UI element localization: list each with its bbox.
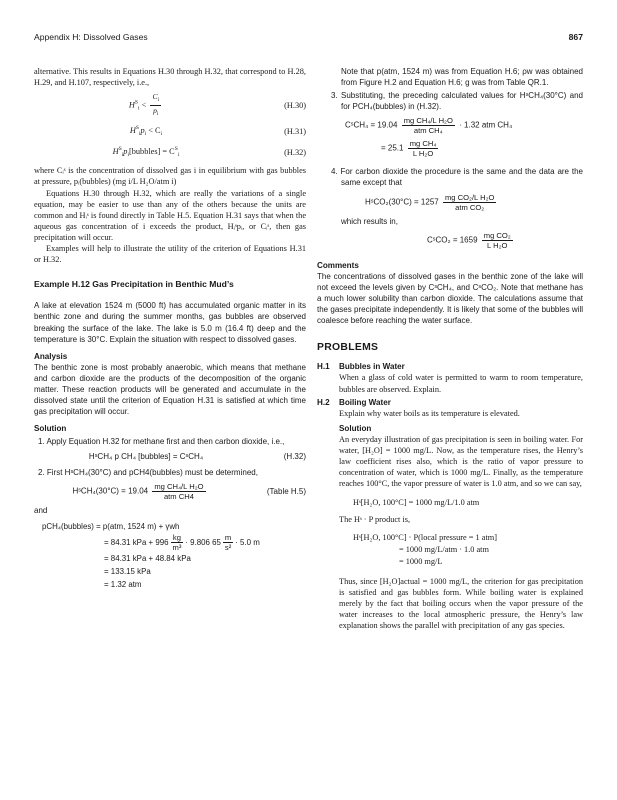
step1-equation-body: HˢCH₄ p CH₄ [bubbles] = CˢCH₄ bbox=[88, 452, 204, 462]
calc-depth: · 5.0 m bbox=[235, 537, 260, 547]
eq1-num: C bbox=[152, 92, 158, 102]
eq2-tail-sub: i bbox=[160, 131, 163, 138]
henry-water-equation: Hˢ[H₂O, 100°C] = 1000 mg/L/1.0 atm bbox=[353, 498, 480, 508]
example-title: Example H.12 Gas Precipitation in Benthic Mud’s bbox=[34, 279, 234, 290]
and-text: and bbox=[34, 505, 48, 515]
step-1: 1. Apply Equation H.32 for methane first and then carbon dioxide, i.e., bbox=[38, 437, 285, 447]
example-statement: A lake at elevation 1524 m (5000 ft) has accumulated organic matter in its benthic zone and during the summer months, gas bubbles are observed breaking the surface of the lake. The lake is 5.0 m (16.4 ft) deep and the temperature is 30°C. Explain the situation with respect to dissolved gases. bbox=[34, 301, 306, 344]
eq2-tag: (H.31) bbox=[284, 127, 306, 137]
left-column bbox=[34, 66, 306, 591]
eq2-sub: i bbox=[138, 131, 141, 138]
eq-r2-lhs: = 25.1 bbox=[381, 143, 404, 153]
hs-calc-line-1: Hˢ[H₂O, 100°C] · P(local pressure = 1 atm] bbox=[353, 532, 497, 542]
solution-heading: Solution bbox=[34, 424, 67, 434]
eq3-p: p bbox=[123, 147, 128, 157]
problems-heading: PROBLEMS bbox=[317, 342, 379, 354]
eq-r1-tail: · 1.32 atm CH₄ bbox=[459, 120, 513, 130]
step2-tag: (Table H.5) bbox=[266, 486, 306, 496]
eq3-h-sub: i bbox=[121, 152, 124, 159]
equation-h32 bbox=[34, 144, 306, 161]
step2-fraction bbox=[152, 482, 205, 501]
eq-r4-fraction bbox=[482, 231, 513, 250]
where-paragraph: where Cᵢˢ is the concentration of dissolved gas i in equilibrium with gas bubbles at pressure, pᵢ(bubbles) (mg i/L H₂O/atm i) bbox=[34, 166, 306, 187]
eq-r3-fraction bbox=[443, 193, 497, 212]
eq-r3-den: atm CO₂ bbox=[455, 202, 485, 212]
eq2-tail: < C bbox=[146, 126, 161, 136]
eq-r1-den: atm CH₄ bbox=[413, 126, 443, 136]
final-paragraph: Thus, since [H₂O]actual = 1000 mg/L, the criterion for gas precipitation is satisfied and gas bubbles form. While boiling water is explained merely by the fact that boiling occurs when the vapor pressure of the water increases to the local atmospheric pressure, the Henry’s law explanation shows the parallel with precipitation of any gas species. bbox=[339, 576, 583, 630]
eq-ch4-result bbox=[381, 139, 583, 158]
comments-text: The concentrations of dissolved gases in the benthic zone of the lake will not exceed the levels given by CˢCH₄, and CˢCO₂. Note that methane has a much lower solubility than carbon dioxide. The calculations assume that the gases precipitate independently. It is likely that some of the bubbles will coalesce before reaching the water surface. bbox=[317, 271, 583, 326]
eq3-c-sup: S bbox=[174, 146, 178, 153]
examples-paragraph: Examples will help to illustrate the utility of the criterion of Equations H.31 or H.32. bbox=[34, 244, 306, 265]
eq3-h: H bbox=[112, 147, 119, 157]
eq-r1-num: mg CH₄/L H₂O bbox=[403, 116, 453, 126]
eq-r2-fraction bbox=[408, 139, 439, 158]
step-3: 3. Substituting, the preceding calculated values for HˢCH₄(30°C) and for PCH₄(bubbles) in (H.32). bbox=[331, 91, 583, 112]
eq1-h-sup: S bbox=[134, 99, 139, 106]
eq-r2-num: mg CH₄ bbox=[409, 139, 437, 149]
eq1-den: p bbox=[153, 106, 157, 116]
problem-h1-text: When a glass of cold water is permitted to warm to room temperature, bubbles are observed. Explain. bbox=[339, 373, 583, 394]
eq2-sup: S bbox=[135, 125, 139, 132]
problem-h1-title: Bubbles in Water bbox=[339, 362, 405, 372]
calc-line-5: = 1.32 atm bbox=[104, 579, 142, 589]
calc-frac-accel bbox=[223, 533, 233, 552]
problem-h1-id: H.1 bbox=[317, 362, 330, 372]
step-2: 2. First HˢCH₄(30°C) and pCH4(bubbles) must be determined, bbox=[38, 467, 258, 477]
hs-calc-line-3: = 1000 mg/L bbox=[399, 556, 443, 566]
calc-frac-density bbox=[171, 533, 184, 552]
equations-paragraph: Equations H.30 through H.32, which are really the variations of a single equation, may be easier to use than any of the others because the units are common and Hᵢˢ is found directly in Table H.5. Equation H.31 says that when the aqueous gas concentration of i exceeds the product, Hᵢˢpᵢ, or Cᵢˢ, then gas precipitation will occur. bbox=[34, 188, 306, 242]
pressure-calculation bbox=[42, 520, 306, 591]
note-paragraph: Note that p(atm, 1524 m) was from Equation H.6; ρw was obtained from Figure H.2 and Equation H.6; g was from Table QR.1. bbox=[341, 67, 583, 88]
equation-h31 bbox=[34, 123, 306, 140]
eq3-rest: [bubbles] = C bbox=[129, 147, 175, 157]
problem-h2-id: H.2 bbox=[317, 397, 330, 407]
which-results-text: which results in, bbox=[341, 216, 398, 226]
problem-h2-text: Explain why water boils as its temperature is elevated. bbox=[339, 408, 520, 418]
eq-ch4-concentration bbox=[345, 116, 583, 135]
step1-equation-tag: (H.32) bbox=[283, 452, 306, 462]
equation-h30 bbox=[34, 92, 306, 119]
eq-r4-den: L H₂O bbox=[487, 240, 508, 250]
eq1-rel: < bbox=[141, 100, 147, 110]
eq-r4-num: mg CO₂ bbox=[483, 230, 511, 240]
step1-equation bbox=[34, 451, 306, 462]
eq-r3-num: mg CO₂/L H₂O bbox=[444, 192, 495, 202]
analysis-heading: Analysis bbox=[34, 351, 68, 361]
calc-gravity: · 9.806 65 bbox=[185, 537, 221, 547]
eq2-p-sub: i bbox=[144, 131, 147, 138]
step2-lhs: HˢCH₄(30°C) = 19.04 bbox=[72, 486, 149, 496]
eq1-den-sub: i bbox=[156, 111, 159, 118]
problem-h2-solution-heading: Solution bbox=[339, 423, 372, 433]
problem-h1 bbox=[317, 361, 583, 394]
eq1-h-sub: i bbox=[138, 105, 140, 112]
comments-heading: Comments bbox=[317, 260, 359, 270]
problem-h2 bbox=[317, 397, 583, 631]
chapter-title: Appendix H: Dissolved Gases bbox=[34, 32, 148, 42]
eq3-p-sub: i bbox=[127, 152, 129, 159]
running-header bbox=[34, 32, 583, 46]
eq-co2-henry bbox=[365, 193, 583, 212]
eq3-tag: (H.32) bbox=[284, 148, 306, 158]
eq-r4-lhs: CˢCO₂ = 1659 bbox=[427, 235, 478, 245]
step-4: 4. For carbon dioxide the procedure is the same and the data are the same except that bbox=[331, 167, 583, 188]
step2-num: mg CH₄/L H₂O bbox=[154, 481, 204, 491]
eq-r2-den: L H₂O bbox=[412, 149, 434, 159]
hs-product-text: The Hˢ · P product is, bbox=[339, 515, 411, 525]
calc-line-4: = 133.15 kPa bbox=[104, 566, 151, 576]
calc-frac2-den: s² bbox=[224, 542, 232, 552]
problem-h2-title: Boiling Water bbox=[339, 397, 391, 407]
step2-equation bbox=[34, 482, 306, 501]
analysis-text: The benthic zone is most probably anaerobic, which means that methane and carbon dioxide are the products of the decomposition of the organic matter. These reaction products will be generated and accumulate in the dissolved state until the criterion of Equation H.31 is satisfied at which time gas precipitation will occur. bbox=[34, 362, 306, 417]
eq1-num-sub: i bbox=[157, 97, 160, 104]
eq1-h: H bbox=[128, 100, 135, 110]
calc-frac2-num: m bbox=[224, 532, 232, 542]
eq1-fraction bbox=[150, 92, 161, 119]
eq2-h: H bbox=[129, 126, 136, 136]
calc-frac1-num: kg bbox=[172, 532, 181, 542]
eq-r1-lhs: CˢCH₄ = 19.04 bbox=[345, 120, 398, 130]
calc-line-1: pCH₄(bubbles) = p(atm, 1524 m) + γwh bbox=[42, 521, 180, 531]
eq3-c-sub: i bbox=[177, 152, 180, 159]
right-column bbox=[317, 66, 583, 631]
page-number: 867 bbox=[568, 32, 583, 42]
eq-r1-fraction bbox=[402, 116, 455, 135]
calc-frac1-den: m³ bbox=[172, 542, 182, 552]
eq-co2-result bbox=[427, 231, 583, 250]
eq3-h-sup: S bbox=[118, 146, 122, 153]
hs-product-calculation bbox=[353, 532, 583, 568]
step2-den: atm CH4 bbox=[163, 491, 194, 501]
eq2-p: p bbox=[140, 126, 145, 136]
calc-line-3: = 84.31 kPa + 48.84 kPa bbox=[104, 553, 191, 563]
eq-r3-lhs: HˢCO₂(30°C) = 1257 bbox=[365, 197, 439, 207]
intro-paragraph: alternative. This results in Equations H.30 through H.32, that correspond to H.28, H.29, and H.107, respectively, i.e., bbox=[34, 67, 306, 88]
eq1-tag: (H.30) bbox=[284, 101, 306, 111]
calc-line-2: = 84.31 kPa + 996 bbox=[104, 537, 169, 547]
hs-calc-line-2: = 1000 mg/L/atm · 1.0 atm bbox=[399, 544, 489, 554]
problem-h2-solution: An everyday illustration of gas precipitation is seen in boiling water. For water, [H₂O] = 1000 mg/L. Now, as the temperature rises, the Henry’s law coefficient rises also, which is the ratio of vapor pressure to concentration of water, which is 1000 mg/L. Finally, as the temperature reaches 100°C, the vapor pressure of water is 1.0 atm, and so we can say, bbox=[339, 434, 583, 489]
